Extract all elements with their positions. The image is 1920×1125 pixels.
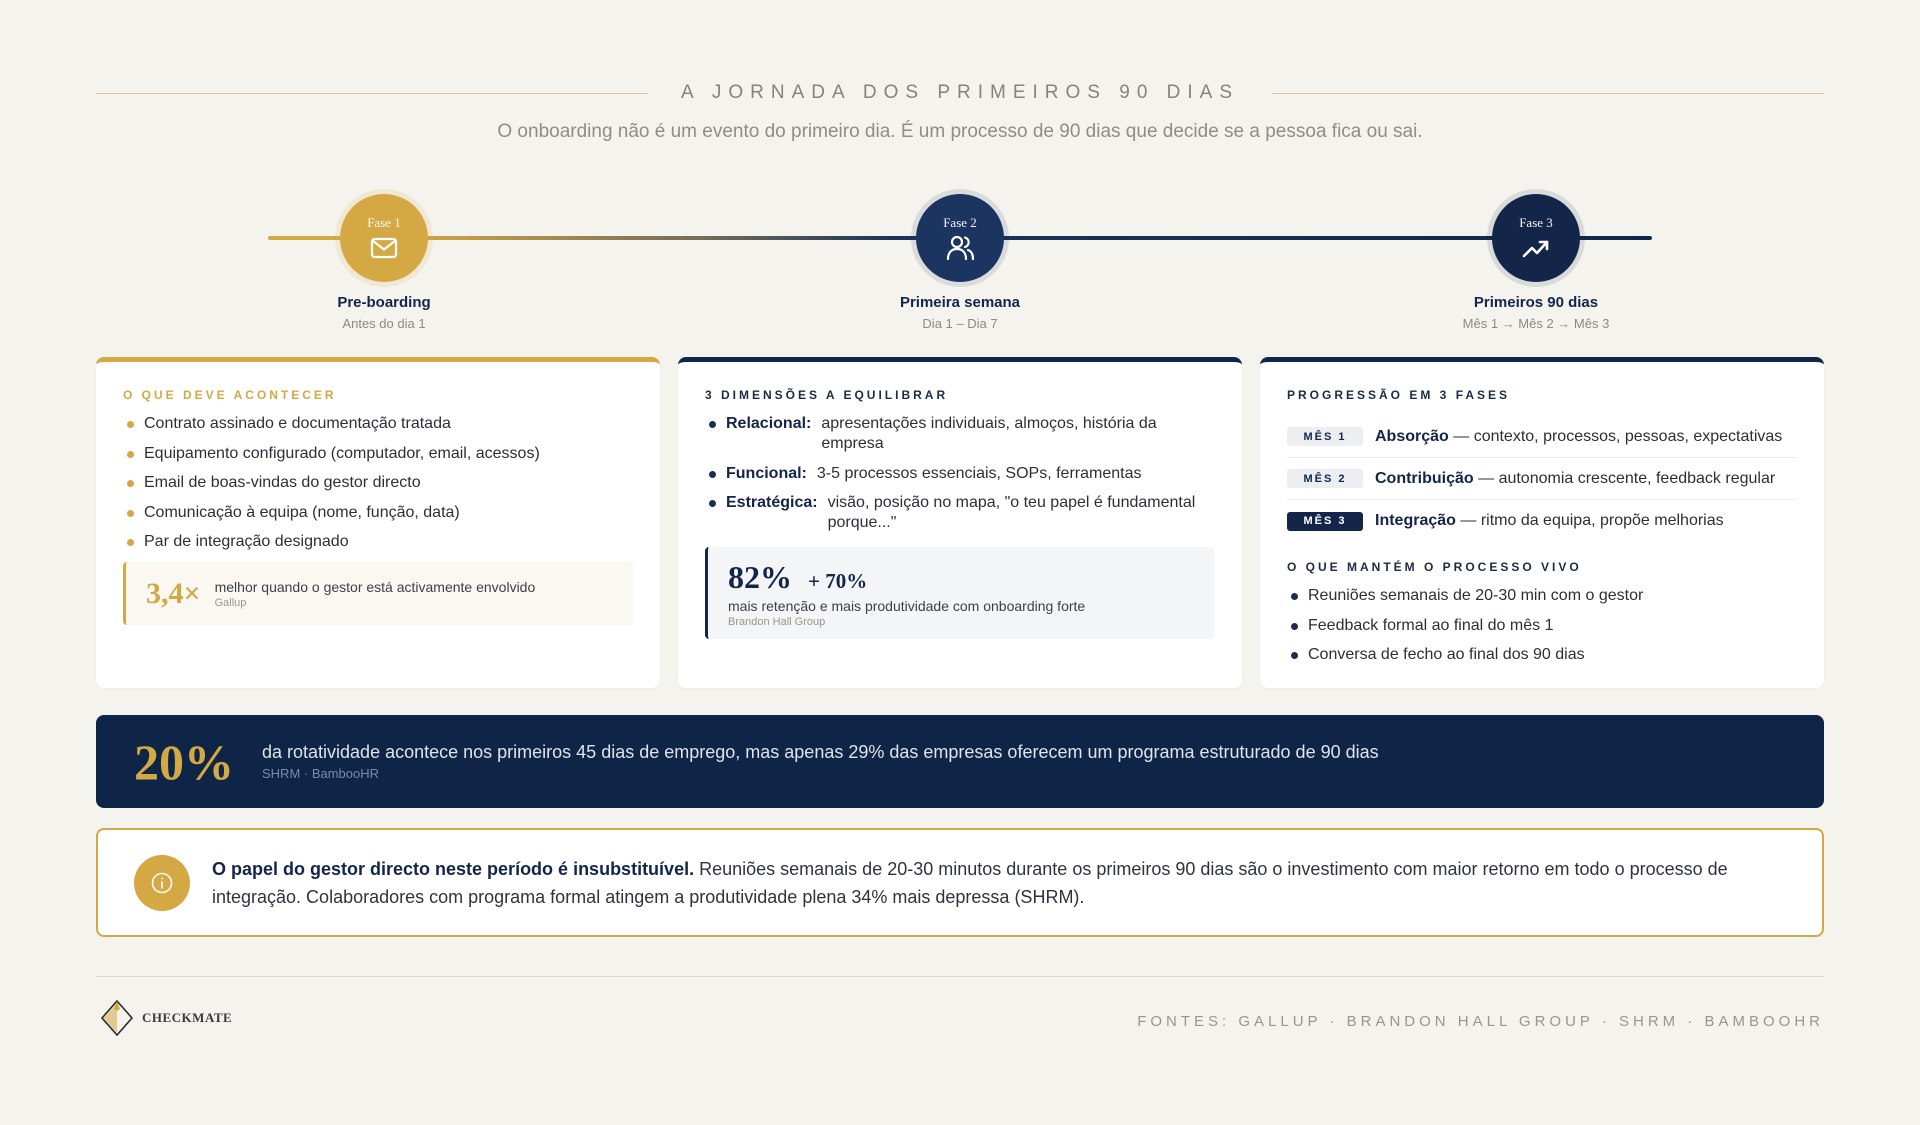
card-3-kicker-2: O QUE MANTÉM O PROCESSO VIVO	[1287, 560, 1582, 574]
info-icon	[134, 855, 190, 911]
month-tag: MÊS 2	[1287, 469, 1363, 488]
checkmate-logo	[100, 999, 232, 1037]
list-item: Equipamento configurado (computador, email, acessos)	[123, 444, 633, 464]
dimension-key: Funcional:	[726, 464, 807, 482]
month-title: Contribuição	[1375, 469, 1474, 487]
list-item: Contrato assinado e documentação tratada	[123, 414, 633, 434]
phase-3-circle	[1492, 194, 1580, 282]
month-row	[1287, 458, 1797, 500]
card-2-list	[705, 414, 1215, 533]
stat-value-secondary: + 70%	[808, 569, 868, 593]
card-preboarding	[96, 357, 660, 688]
stat-source: Gallup	[214, 596, 247, 609]
phase-1-circle	[340, 194, 428, 282]
phase-1	[234, 194, 534, 331]
dimension-text: 3-5 processos essenciais, SOPs, ferramentas	[816, 464, 1142, 482]
phase-3-label: Fase 3	[1519, 214, 1553, 230]
diamond-logo-icon	[100, 999, 134, 1037]
month-title: Integração	[1375, 512, 1456, 529]
phase-2	[810, 194, 1110, 331]
callout-body: Reuniões semanais de 20-30 minutos durante os primeiros 90 dias são o investimento com maior retorno em todo o processo de integração. Colaboradores com programa formal atingem a produtividade plena 34% mais depressa (SHRM).	[212, 858, 1728, 907]
header-divider-right	[1272, 93, 1824, 94]
month-text	[1375, 512, 1724, 530]
card-first-week	[678, 357, 1242, 688]
month-row	[1287, 416, 1797, 458]
list-item: Par de integração designado	[123, 532, 633, 552]
stat-value: 3,4×	[146, 576, 201, 610]
month-tag: MÊS 1	[1287, 427, 1363, 446]
banner-stat-value: 20%	[134, 733, 234, 790]
card-2-kicker: 3 DIMENSÕES A EQUILIBRAR	[705, 388, 949, 402]
stat-text: melhor quando o gestor está activamente envolvido	[214, 578, 536, 595]
phase-3	[1386, 194, 1686, 331]
phase-1-name: Pre-boarding	[337, 294, 431, 311]
month-title: Absorção	[1375, 427, 1449, 445]
turnover-banner	[96, 715, 1824, 808]
month-desc: — ritmo da equipa, propõe melhorias	[1455, 512, 1724, 529]
list-item: Comunicação à equipa (nome, função, data)	[123, 503, 633, 523]
month-row	[1287, 500, 1797, 542]
envelope-icon	[369, 234, 399, 262]
banner-source: SHRM · BambooHR	[262, 766, 380, 781]
list-item	[705, 414, 1215, 454]
phase-3-name: Primeiros 90 dias	[1473, 294, 1599, 311]
manager-callout	[96, 828, 1824, 937]
list-item: Reuniões semanais de 20-30 min com o gestor	[1287, 586, 1797, 606]
card-1-kicker: O QUE DEVE ACONTECER	[123, 388, 337, 402]
month-list	[1287, 416, 1797, 542]
list-item	[705, 493, 1215, 533]
list-item	[705, 464, 1215, 484]
phase-2-name: Primeira semana	[899, 294, 1021, 311]
dimension-key: Relacional:	[726, 415, 812, 432]
page-title: A JORNADA DOS PRIMEIROS 90 DIAS	[680, 82, 1240, 103]
callout-text	[212, 855, 1786, 911]
list-item: Conversa de fecho ao final dos 90 dias	[1287, 645, 1797, 665]
page-header	[96, 78, 1824, 108]
dimension-key: Estratégica:	[726, 494, 818, 511]
callout-bold: O papel do gestor directo neste período é insubstituível.	[212, 858, 695, 879]
card-2-stat	[705, 547, 1215, 639]
page-subtitle: O onboarding não é um evento do primeiro dia. É um processo de 90 dias que decide se a pessoa fica ou sai.	[497, 121, 1423, 142]
logo-wordmark: CHECKMATE	[142, 1010, 233, 1025]
phase-1-label: Fase 1	[367, 214, 401, 230]
dimension-text: visão, posição no mapa, "o teu papel é fundamental porque..."	[827, 494, 1196, 531]
phase-2-label: Fase 2	[943, 214, 977, 230]
users-icon	[945, 234, 975, 262]
dimension-text: apresentações individuais, almoços, história da empresa	[821, 415, 1157, 452]
month-desc: — autonomia crescente, feedback regular	[1473, 469, 1776, 487]
month-text	[1375, 470, 1775, 488]
month-desc: — contexto, processos, pessoas, expectativas	[1448, 427, 1783, 445]
card-1-stat	[123, 562, 633, 625]
month-text	[1375, 428, 1782, 446]
banner-text: da rotatividade acontece nos primeiros 45 dias de emprego, mas apenas 29% das empresas oferecem um programa estruturado de 90 dias	[262, 742, 1379, 762]
month-tag: MÊS 3	[1287, 512, 1363, 531]
list-item: Email de boas-vindas do gestor directo	[123, 473, 633, 493]
stat-source: Brandon Hall Group	[728, 616, 826, 628]
trending-up-icon	[1521, 234, 1551, 262]
footer-divider	[96, 976, 1824, 977]
card-3-kicker: PROGRESSÃO EM 3 FASES	[1287, 388, 1511, 402]
card-90-days	[1260, 357, 1824, 688]
list-item: Feedback formal ao final do mês 1	[1287, 616, 1797, 636]
phase-3-sub: Mês 1 → Mês 2 → Mês 3	[1462, 316, 1610, 331]
card-1-list	[123, 414, 633, 552]
phase-2-circle	[916, 194, 1004, 282]
phase-1-sub: Antes do dia 1	[342, 316, 426, 331]
card-3-list	[1287, 586, 1797, 665]
footer-sources: FONTES: GALLUP · BRANDON HALL GROUP · SHRM · BAMBOOHR	[1137, 1013, 1824, 1030]
phase-2-sub: Dia 1 – Dia 7	[922, 316, 998, 331]
stat-text: mais retenção e mais produtividade com onboarding forte	[728, 598, 1086, 614]
stat-value: 82%	[728, 559, 792, 595]
